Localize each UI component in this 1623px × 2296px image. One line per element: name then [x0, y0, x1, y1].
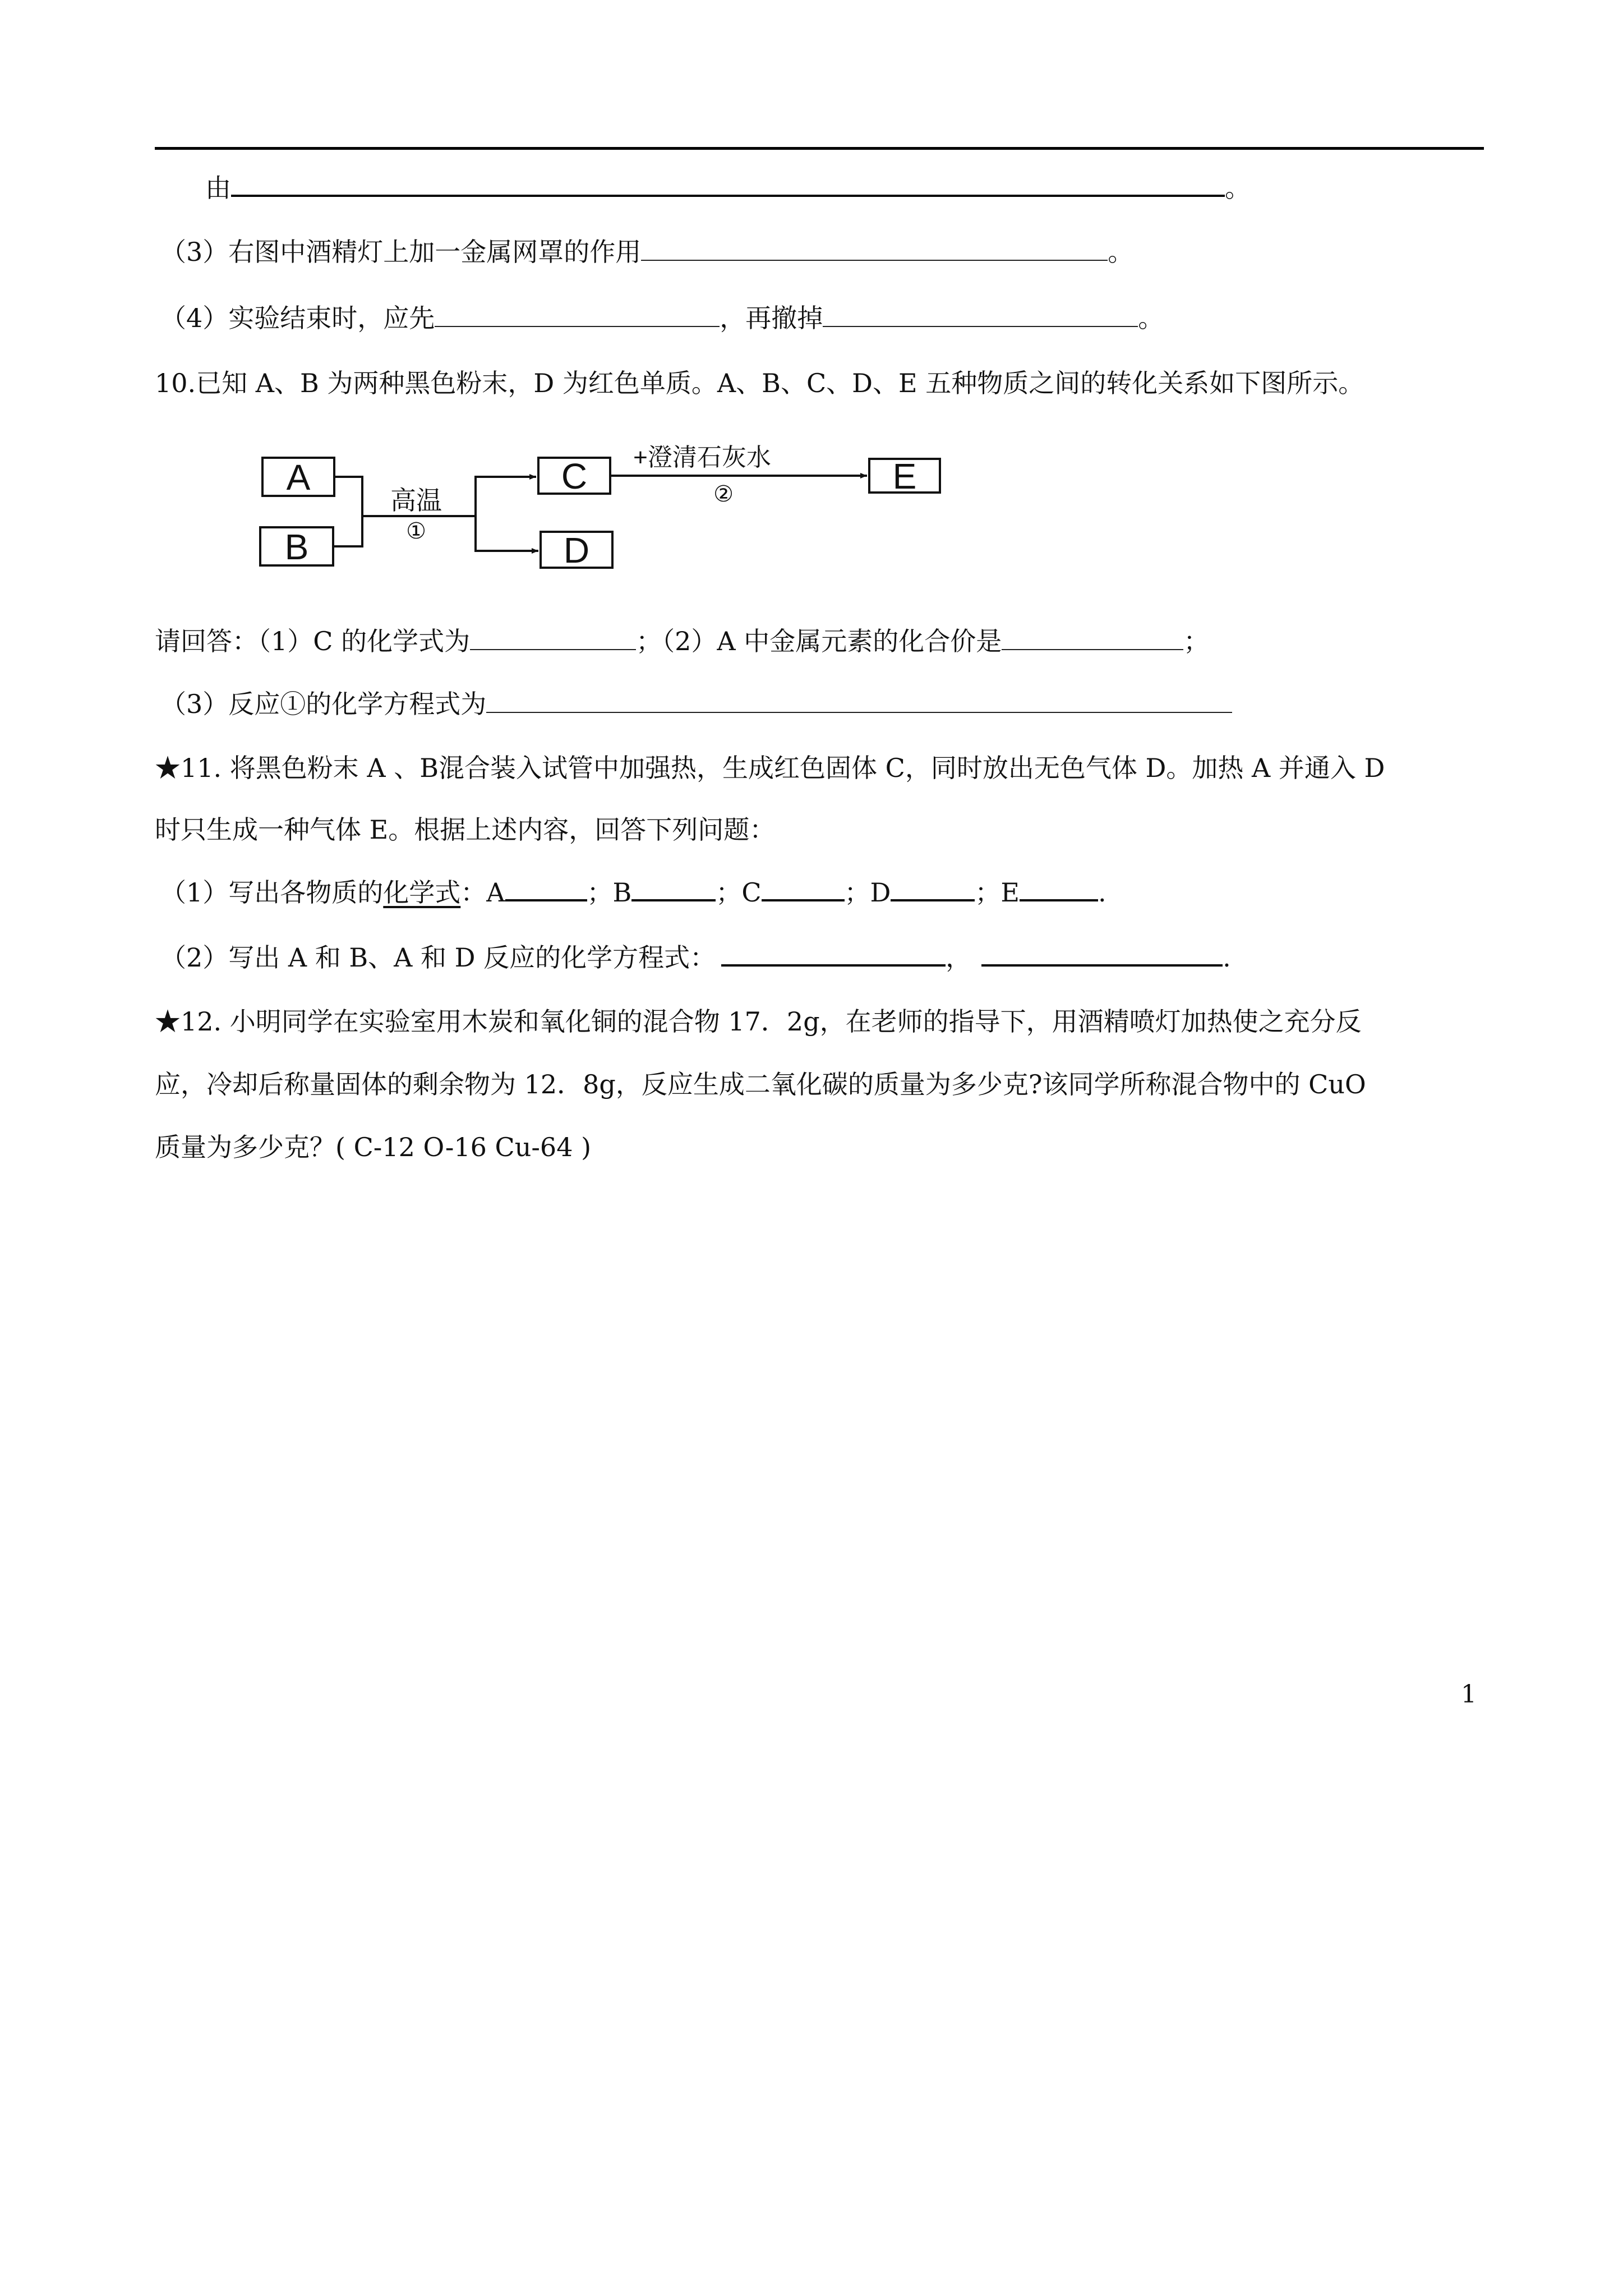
answer-blank[interactable]	[435, 302, 720, 327]
q12-line1: ★12. 小明同学在实验室用木炭和氧化铜的混合物 17．2g，在老师的指导下，用酒精喷灯加热使之充分反	[155, 1006, 1362, 1037]
q10-stem: 10.已知 A、B 为两种黑色粉末，D 为红色单质。A、B、C、D、E 五种物质之间的转化关系如下图所示。	[155, 368, 1364, 398]
q9-sub3: （3）右图中酒精灯上加一金属网罩的作用 。	[160, 237, 1134, 267]
connector-b	[333, 516, 362, 546]
q9-sub4: （4）实验结束时，应先 ，再撤掉 。	[160, 303, 1164, 333]
q11-sub2: （2）写出 A 和 B、A 和 D 反应的化学方程式： ， .	[160, 940, 1231, 975]
arrow-to-c	[476, 477, 536, 549]
answer-blank[interactable]	[891, 876, 975, 901]
q12-line3: 质量为多少克？( C-12 O-16 Cu-64 )	[155, 1132, 592, 1162]
answer-blank[interactable]	[631, 876, 716, 901]
answer-blank[interactable]	[981, 941, 1223, 967]
q10-ask: 请回答：（1）C 的化学式为 ；（2）A 中金属元素的化合价是 ；	[155, 626, 1210, 656]
header-rule	[155, 147, 1484, 150]
box-d-label: D	[563, 530, 590, 570]
page-number: 1	[1461, 1680, 1477, 1709]
answer-blank[interactable]	[762, 876, 845, 901]
q9-you-label: 由	[205, 173, 231, 203]
box-e-label: E	[892, 456, 917, 496]
q12-line2: 应，冷却后称量固体的剩余物为 12．8g，反应生成二氧化碳的质量为多少克?该同学所称混合物中的 CuO	[155, 1069, 1366, 1099]
box-c-label: C	[561, 456, 588, 496]
q9-blank-line: 由 。	[205, 171, 1251, 205]
step-1-label: ①	[406, 519, 426, 544]
answer-blank[interactable]	[486, 688, 1232, 713]
answer-blank[interactable]	[1020, 876, 1098, 901]
connector-a	[334, 477, 362, 516]
box-a-label: A	[286, 457, 311, 498]
answer-blank[interactable]	[823, 302, 1138, 327]
answer-blank[interactable]	[1002, 625, 1183, 650]
condition-high-temp: 高温	[390, 486, 442, 515]
q11-line2: 时只生成一种气体 E。根据上述内容，回答下列问题：	[155, 815, 776, 845]
q11-line1: ★11. 将黑色粉末 A 、B混合装入试管中加强热，生成红色固体 C，同时放出无色气体 D。加热 A 并通入 D	[155, 753, 1385, 783]
answer-blank[interactable]	[641, 236, 1108, 261]
underlined-term: 化学式	[383, 877, 461, 908]
q11-sub1: （1）写出各物质的化学式：A ；B ；C ；D ；E .	[160, 875, 1106, 910]
condition-limewater: +澄清石灰水	[633, 444, 771, 471]
arrow-to-d	[476, 516, 538, 551]
answer-blank[interactable]	[470, 625, 636, 650]
answer-blank[interactable]	[721, 941, 946, 967]
answer-blank[interactable]	[231, 171, 1225, 197]
answer-blank[interactable]	[505, 876, 587, 901]
box-b-label: B	[284, 527, 309, 567]
step-2-label: ②	[713, 482, 734, 507]
q10-ask3: （3）反应①的化学方程式为	[160, 687, 1232, 721]
conversion-diagram	[247, 432, 976, 583]
